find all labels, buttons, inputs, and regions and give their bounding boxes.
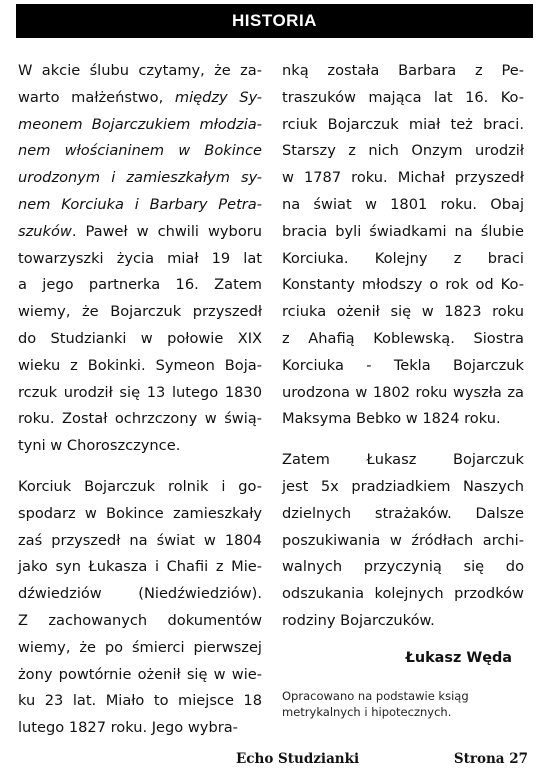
- text-line: [18, 326, 262, 353]
- text-line: odszukania kolejnych przodków: [282, 585, 524, 603]
- text-line: [18, 246, 262, 273]
- text-line: [18, 219, 262, 246]
- text-line: [18, 608, 262, 635]
- text-run: Korciuk Bojarczuk rolnik i go-: [18, 477, 262, 495]
- text-run: wiemy, że Bojarczuk przyszedł: [18, 303, 262, 321]
- source-note: Opracowano na podstawie ksiąg metrykalnych i hipotecznych.: [282, 689, 469, 719]
- text-run: lutego 1827 roku. Jego wybra-: [18, 719, 238, 737]
- italic-text: nem włościaninem w Bokince: [18, 142, 262, 160]
- right-paragraph-1: [282, 58, 524, 433]
- text-run: a jego partnerka 16. Zatem: [18, 276, 262, 294]
- text-run: wieku z Bokinki. Symeon Boja-: [18, 356, 262, 374]
- section-header: [16, 4, 533, 38]
- author-signature: Łukasz Węda: [405, 650, 512, 666]
- text-run: tyni w Choroszczyncе.: [18, 437, 181, 455]
- text-line: jest 5x pradziadkiem Naszych: [282, 477, 524, 495]
- text-run: roku. Został ochrzczony w świą-: [18, 410, 262, 428]
- text-line: [18, 474, 262, 501]
- text-line: walnych przyczynią się do: [282, 558, 524, 576]
- text-line: [18, 299, 262, 326]
- text-line: w 1787 roku. Michał przyszedł: [282, 169, 524, 187]
- text-line: [18, 662, 262, 689]
- text-run: . Paweł w chwili wyboru: [71, 222, 262, 240]
- text-line: [18, 58, 262, 85]
- text-run: W akcie ślubu czytamy, że za-: [18, 62, 262, 79]
- text-line: dzielnych strażaków. Dalsze: [282, 504, 524, 522]
- text-line: [18, 554, 262, 581]
- text-line: [18, 406, 262, 433]
- text-line: urodzona w 1802 roku wyszła za: [282, 383, 524, 401]
- text-run: wiemy, że po śmierci pierwszej: [18, 638, 262, 656]
- italic-text: między Sy-: [174, 88, 262, 106]
- text-line: Zatem Łukasz Bojarczuk: [282, 451, 524, 469]
- text-run: Z zachowanych dokumentów: [18, 611, 262, 629]
- italic-text: urodzonym i zamieszkałym sy-: [18, 169, 262, 187]
- footer-page-number: Strona 27: [453, 751, 528, 767]
- text-line: [18, 353, 262, 380]
- left-column: [18, 58, 262, 756]
- text-line: [18, 380, 262, 407]
- text-line: Starszy z nich Onzym urodził: [282, 142, 524, 160]
- italic-text: nem Korciuka i Barbary Petra-: [18, 195, 262, 213]
- text-line: [18, 501, 262, 528]
- right-paragraph-2: [282, 447, 524, 635]
- text-line: [18, 528, 262, 555]
- right-column: [282, 58, 524, 649]
- text-line: [18, 112, 262, 139]
- text-line: traszuków mająca lat 16. Ko-: [282, 88, 524, 106]
- text-run: warto małżeństwo,: [18, 88, 175, 106]
- text-line: nką została Barbara z Pe-: [282, 62, 524, 79]
- text-run: rczuk urodził się 13 lutego 1830: [18, 383, 262, 401]
- text-run: do Studzianki w połowie XIX: [18, 329, 262, 347]
- text-line: [18, 165, 262, 192]
- text-line: z Ahafią Koblewską. Siostra: [282, 329, 524, 347]
- text-line: [18, 581, 262, 608]
- text-line: Korciuka - Tekla Bojarczuk: [282, 356, 524, 374]
- text-line: Konstanty młodszy o rok od Ko-: [282, 276, 524, 294]
- text-line: Korciuka. Kolejny z braci: [282, 249, 524, 267]
- italic-text: meonem Bojarczukiem młodzia-: [18, 115, 262, 133]
- text-run: spodarz w Bokince zamieszkały: [18, 504, 262, 522]
- text-run: ku 23 lat. Miało to miejsce 18: [18, 692, 262, 710]
- text-line: bracia byli świadkami na ślubie: [282, 222, 524, 240]
- left-paragraph-1: [18, 58, 262, 460]
- text-line: Maksyma Bebko w 1824 roku.: [282, 410, 501, 428]
- text-line: rciuk Bojarczuk miał też braci.: [282, 115, 524, 133]
- text-line: rodziny Bojarczuków.: [282, 611, 435, 629]
- footer-publication: Echo Studzianki: [236, 751, 360, 767]
- italic-text: szuków: [18, 222, 72, 240]
- text-line: [18, 192, 262, 219]
- text-run: towarzyszki życia miał 19 lat: [18, 249, 262, 267]
- text-line: [18, 688, 262, 715]
- left-paragraph-2: [18, 474, 262, 742]
- text-line: [18, 433, 262, 460]
- text-run: zaś przyszedł na świat w 1804: [18, 531, 262, 549]
- text-line: [18, 138, 262, 165]
- section-title: HISTORIA: [232, 11, 317, 30]
- text-run: dźwiedziów (Niedźwiedziów).: [18, 585, 262, 603]
- text-line: [18, 272, 262, 299]
- text-line: rciuka ożenił się w 1823 roku: [282, 303, 524, 321]
- text-line: [18, 715, 262, 742]
- text-line: na świat w 1801 roku. Obaj: [282, 195, 524, 213]
- text-run: jako syn Łukasza i Chafii z Mie-: [18, 558, 262, 576]
- text-line: [18, 635, 262, 662]
- text-run: żony powtórnie ożenił się w wie-: [18, 665, 262, 683]
- text-line: [18, 85, 262, 112]
- text-line: poszukiwania w źródłach archi-: [282, 531, 524, 549]
